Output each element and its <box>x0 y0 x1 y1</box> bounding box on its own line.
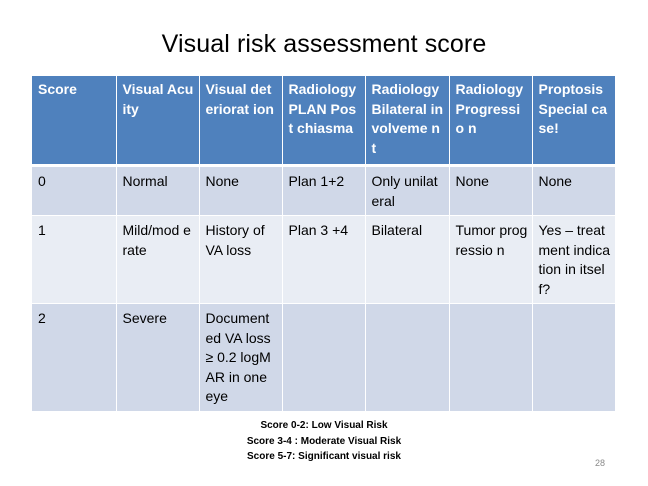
table-cell <box>282 304 365 412</box>
table-cell: Tumor progressio n <box>449 216 532 304</box>
table-row <box>32 304 615 412</box>
table-row <box>32 166 615 216</box>
legend-significant-risk: Score 5-7: Significant visual risk <box>247 451 401 462</box>
table-cell: Document ed VA loss ≥ 0.2 logMAR in one eye <box>199 304 282 412</box>
table-cell: Mild/mod erate <box>116 216 199 304</box>
table-cell <box>449 304 532 412</box>
slide-title: Visual risk assessment score <box>161 30 487 58</box>
table-cell: Plan 3 +4 <box>282 216 365 304</box>
table-cell: History of VA loss <box>199 216 282 304</box>
table-cell: Plan 1+2 <box>282 166 365 216</box>
header-visual-acuity: Visual Acuity <box>116 76 199 166</box>
table-cell: None <box>532 166 615 216</box>
header-radiology-bilateral: Radiology Bilateral involveme nt <box>365 76 449 166</box>
legend-moderate-risk: Score 3-4 : Moderate Visual Risk <box>246 435 402 447</box>
page-number: 28 <box>595 458 606 468</box>
table-cell <box>532 304 615 412</box>
header-score: Score <box>32 76 116 166</box>
risk-score-table <box>32 76 615 412</box>
table-row <box>32 216 615 304</box>
table-cell: 1 <box>32 216 116 304</box>
header-proptosis: Proptosis Special case! <box>532 76 615 166</box>
table-cell <box>365 304 449 412</box>
header-radiology-progression: Radiology Progressio n <box>449 76 532 166</box>
table-cell: Severe <box>116 304 199 412</box>
legend-low-risk: Score 0-2: Low Visual Risk <box>260 420 388 431</box>
table-cell: Normal <box>116 166 199 216</box>
table-cell: Only unilateral <box>365 166 449 216</box>
table-cell: Bilateral <box>365 216 449 304</box>
table-cell: Yes – treatment indication in itself? <box>532 216 615 304</box>
table-header-row <box>32 76 615 166</box>
header-radiology-plan: Radiology PLAN Post chiasma <box>282 76 365 166</box>
score-legend <box>0 418 648 465</box>
table-cell: None <box>199 166 282 216</box>
table-cell: 2 <box>32 304 116 412</box>
table-cell: None <box>449 166 532 216</box>
header-visual-deterioration: Visual deteriorat ion <box>199 76 282 166</box>
table-cell: 0 <box>32 166 116 216</box>
